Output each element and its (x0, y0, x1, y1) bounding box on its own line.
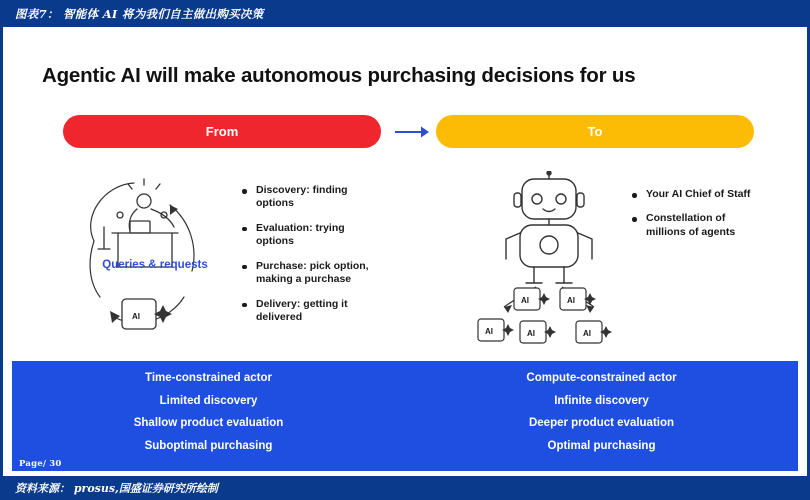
list-item: Evaluation: trying options (240, 222, 381, 249)
pill-from (63, 115, 381, 148)
svg-text:AI: AI (485, 327, 493, 336)
figure-caption-label: 图表7： 智能体 AI 将为我们自主做出购买决策 (15, 6, 264, 21)
svg-text:AI: AI (521, 296, 529, 305)
queries-requests-label: Queries & requests (102, 259, 208, 271)
summary-left-line-3: Shallow product evaluation (133, 417, 284, 429)
summary-left-line-4: Suboptimal purchasing (144, 439, 273, 452)
left-bullet-list (240, 184, 381, 336)
list-item: Constellation of millions of agents (630, 212, 756, 239)
summary-right-line-4: Optimal purchasing (547, 439, 656, 452)
list-item: Delivery: getting it delivered (240, 298, 381, 325)
svg-text:AI: AI (583, 329, 591, 338)
pill-to-label: To (587, 124, 603, 139)
summary-block (12, 361, 798, 471)
pill-from-label: From (205, 124, 239, 139)
list-item: Purchase: pick option, making a purchase (240, 260, 381, 287)
source-label: 资料来源： prosus,国盛证券研究所绘制 (15, 482, 218, 495)
list-item: Your AI Chief of Staff (630, 188, 756, 201)
summary-right-line-2: Infinite discovery (554, 394, 649, 407)
summary-left-line-2: Limited discovery (159, 394, 258, 407)
page-title: Agentic AI will make autonomous purchasing decisions for us (42, 64, 636, 87)
summary-right-line-3: Deeper product evaluation (528, 417, 675, 429)
svg-text:AI: AI (567, 296, 575, 305)
page-number: Page/ 30 (19, 459, 62, 469)
ai-chip-label-left: AI (132, 312, 140, 321)
summary-left-line-1: Time-constrained actor (145, 372, 272, 384)
summary-left-column (12, 373, 405, 463)
summary-right-column (405, 373, 798, 463)
right-bullet-list (630, 188, 756, 250)
source-bar (3, 476, 807, 500)
list-item: Discovery: finding options (240, 184, 381, 211)
slide-body (12, 31, 798, 471)
pill-to (436, 115, 754, 148)
arrow-right-icon (394, 123, 430, 141)
summary-right-line-1: Compute-constrained actor (526, 372, 677, 384)
svg-text:AI: AI (527, 329, 535, 338)
ai-agents-illustration (464, 171, 634, 356)
figure-caption-bar (3, 0, 807, 27)
